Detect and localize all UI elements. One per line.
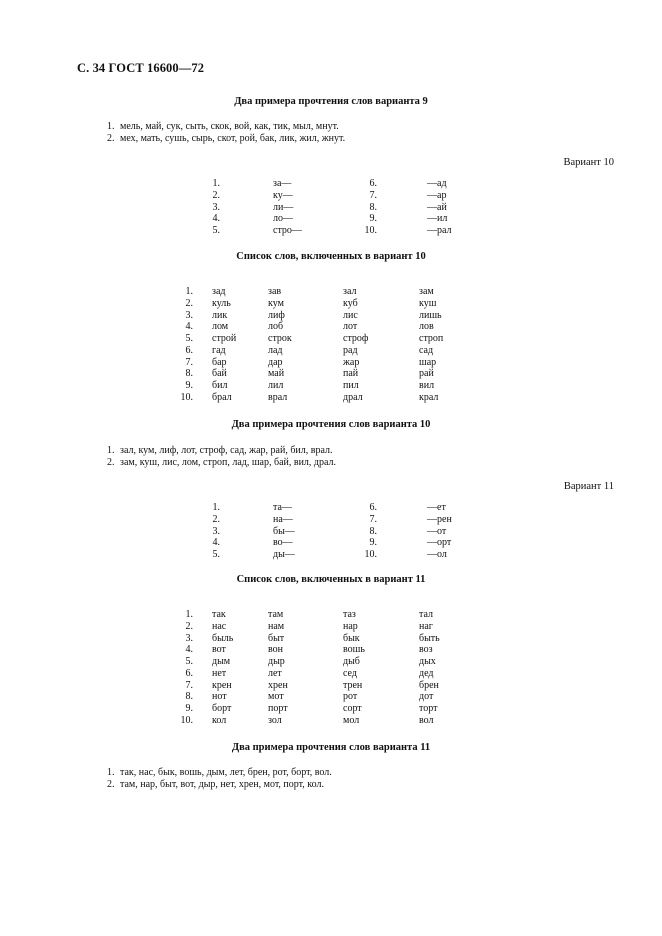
item-number: 1. [212, 502, 220, 513]
word: нет [212, 667, 227, 679]
v11-word-table [163, 609, 479, 727]
item-syllable: во— [273, 537, 293, 549]
word: дар [268, 356, 283, 368]
word: хрен [268, 679, 288, 691]
row-number: 10. [180, 391, 193, 403]
row-number: 8. [185, 368, 193, 380]
word: порт [268, 703, 288, 714]
row-number: 7. [185, 356, 193, 368]
word: куль [212, 297, 231, 309]
word: лад [268, 344, 283, 356]
word: куш [419, 297, 437, 309]
word: брал [212, 391, 232, 403]
item-number: 6. [369, 502, 377, 513]
word: вошь [343, 644, 365, 656]
word: лов [419, 321, 434, 333]
example-line: 1. зал, кум, лиф, лот, строф, сад, жар, рай, бил, врал. [107, 445, 333, 456]
word: лот [343, 321, 358, 333]
item-syllable: —ол [427, 549, 447, 561]
word: зол [268, 714, 282, 726]
v9-examples-heading: Два примера прочтения слов варианта 9 [234, 96, 428, 107]
v11-examples [107, 767, 332, 791]
word: дыр [268, 656, 285, 667]
word: бил [212, 380, 228, 391]
example-line: 1. так, нас, бык, вошь, дым, лет, брен, рот, борт, вол. [107, 767, 332, 778]
item-syllable: за— [273, 178, 292, 189]
word: мол [343, 714, 360, 726]
item-syllable: ло— [273, 213, 293, 225]
word: нас [212, 620, 227, 632]
word: нам [268, 620, 285, 632]
word: сед [343, 667, 357, 679]
word: быль [212, 632, 234, 644]
word: брен [419, 679, 439, 691]
word: врал [268, 391, 288, 403]
item-number: 9. [369, 213, 377, 225]
item-syllable: ды— [273, 549, 295, 561]
word: кол [212, 714, 227, 726]
word: лоб [268, 321, 284, 333]
word: май [268, 368, 285, 380]
example-line: 2. там, нар, быт, вот, дыр, нет, хрен, мот, порт, кол. [107, 779, 324, 790]
word: зав [268, 286, 282, 297]
item-number: 10. [364, 225, 377, 237]
row-number: 5. [185, 333, 193, 344]
word: там [268, 609, 284, 620]
item-syllable: —рен [427, 513, 452, 525]
item-syllable: бы— [273, 525, 295, 537]
item-syllable: —ет [427, 502, 446, 513]
word: зам [419, 286, 434, 297]
item-number: 3. [212, 525, 220, 537]
item-number: 1. [212, 178, 220, 189]
item-syllable: —ад [427, 178, 447, 189]
word: лом [212, 321, 229, 333]
item-number: 6. [369, 178, 377, 189]
word: лишь [419, 309, 442, 321]
word: лик [212, 309, 228, 321]
word: наг [419, 620, 433, 632]
v11-examples-heading: Два примера прочтения слов варианта 11 [231, 742, 431, 753]
row-number: 9. [185, 380, 193, 391]
word: воз [419, 644, 433, 656]
row-number: 8. [185, 691, 193, 703]
item-number: 7. [369, 189, 377, 201]
item-syllable: ку— [273, 189, 293, 201]
item-syllable: ли— [273, 201, 294, 213]
item-number: 2. [212, 513, 220, 525]
word: вот [212, 644, 226, 656]
item-syllable: —ай [427, 201, 447, 213]
word: жар [343, 356, 360, 368]
word: трен [343, 679, 363, 691]
word: крал [419, 391, 439, 403]
row-number: 3. [185, 632, 193, 644]
word: торт [419, 703, 438, 714]
word: дыб [343, 656, 360, 667]
variant-10-items [196, 178, 452, 237]
row-number: 2. [185, 297, 193, 309]
word: рот [343, 691, 358, 703]
word: сорт [343, 703, 362, 714]
item-number: 8. [369, 201, 377, 213]
word: вол [419, 714, 434, 726]
word: рад [343, 344, 358, 356]
row-number: 9. [185, 703, 193, 714]
word: гад [212, 344, 226, 356]
word: дот [419, 691, 434, 703]
row-number: 1. [185, 286, 193, 297]
item-number: 3. [212, 201, 220, 213]
variant-11-label: Вариант 11 [563, 481, 614, 492]
word: быт [268, 632, 285, 644]
item-syllable: —ил [427, 213, 448, 225]
item-number: 4. [212, 537, 220, 549]
word: крен [212, 679, 232, 691]
word: тал [419, 609, 434, 620]
word: дым [212, 656, 231, 667]
word: лиф [268, 309, 285, 321]
word: дед [419, 667, 434, 679]
word: борт [212, 703, 232, 714]
word: бай [212, 368, 227, 380]
item-syllable: —ар [427, 189, 447, 201]
v11-list-heading: Список слов, включенных в вариант 11 [236, 574, 426, 585]
word: шар [419, 356, 437, 368]
variant-11-items [196, 502, 452, 561]
v10-word-table [163, 286, 479, 404]
row-number: 6. [185, 667, 193, 679]
word: рай [419, 368, 434, 380]
word: мот [268, 691, 284, 703]
item-number: 8. [369, 525, 377, 537]
page-header: С. 34 ГОСТ 16600—72 [77, 61, 205, 75]
word: куб [343, 297, 358, 309]
word: лис [343, 309, 358, 321]
example-line: 2. зам, куш, лис, лом, строп, лад, шар, бай, вил, драл. [107, 457, 337, 468]
word: драл [343, 391, 363, 403]
word: лил [268, 380, 284, 391]
row-number: 7. [185, 679, 193, 691]
item-syllable: на— [273, 513, 293, 525]
word: таз [343, 609, 356, 620]
item-syllable: —орт [427, 537, 452, 549]
v10-list-heading: Список слов, включенных в вариант 10 [236, 251, 426, 262]
word: нот [212, 691, 227, 703]
word: пай [343, 368, 359, 380]
item-number: 10. [364, 549, 377, 561]
row-number: 4. [185, 644, 193, 656]
word: пил [343, 380, 359, 391]
row-number: 1. [185, 609, 193, 620]
item-number: 2. [212, 189, 220, 201]
item-number: 9. [369, 537, 377, 549]
row-number: 3. [185, 309, 193, 321]
item-number: 7. [369, 513, 377, 525]
v10-examples [107, 445, 336, 469]
word: дых [419, 656, 436, 667]
word: бар [212, 356, 227, 368]
word: быть [419, 632, 440, 644]
variant-10-label: Вариант 10 [563, 157, 614, 168]
v10-examples-heading: Два примера прочтения слов варианта 10 [231, 419, 431, 430]
item-syllable: та— [273, 502, 292, 513]
item-syllable: стро— [273, 225, 302, 237]
row-number: 2. [185, 620, 193, 632]
word: вон [268, 644, 284, 656]
item-number: 4. [212, 213, 220, 225]
word: строй [212, 333, 237, 344]
word: зал [343, 286, 357, 297]
item-number: 5. [212, 549, 220, 561]
word: строп [419, 333, 444, 344]
word: вил [419, 380, 435, 391]
row-number: 6. [185, 344, 193, 356]
item-syllable: —от [427, 525, 447, 537]
row-number: 10. [180, 714, 193, 726]
word: так [212, 609, 226, 620]
row-number: 5. [185, 656, 193, 667]
v9-examples [107, 121, 345, 145]
example-line: 1. мель, май, сук, сыть, скок, вой, как, тик, мыл, мнут. [107, 121, 339, 132]
word: сад [419, 344, 434, 356]
word: зад [212, 286, 226, 297]
row-number: 4. [185, 321, 193, 333]
word: нар [343, 620, 358, 632]
word: бык [343, 632, 360, 644]
item-number: 5. [212, 225, 220, 237]
example-line: 2. мех, мать, сушь, сырь, скот, рой, бак, лик, жил, жнут. [107, 133, 346, 144]
word: кум [268, 297, 284, 309]
word: лет [268, 667, 282, 679]
item-syllable: —рал [427, 225, 452, 237]
word: строф [343, 333, 369, 344]
word: строк [268, 333, 292, 344]
